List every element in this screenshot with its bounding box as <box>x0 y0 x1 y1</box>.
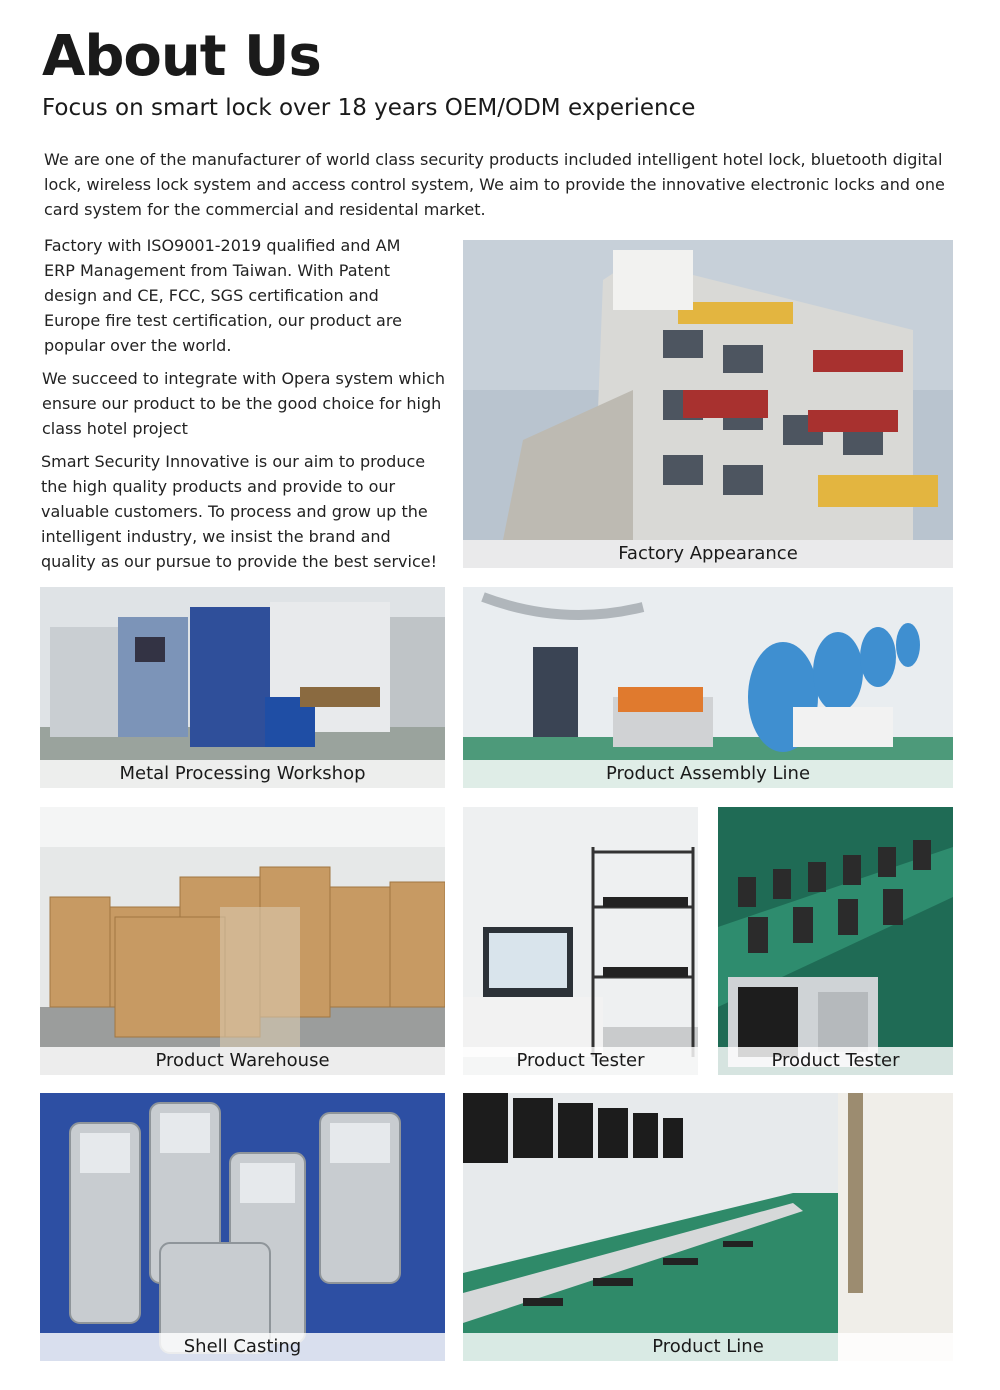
cnc-machines-image <box>40 587 445 788</box>
page-subtitle: Focus on smart lock over 18 years OEM/ODM experience <box>42 95 696 121</box>
stacked-cartons-image <box>40 807 445 1075</box>
caption-shell-casting: Shell Casting <box>40 1333 445 1361</box>
page-title: About Us <box>42 24 321 89</box>
photo-product-tester-1 <box>463 807 698 1075</box>
caption-warehouse: Product Warehouse <box>40 1047 445 1075</box>
metal-shells-image <box>40 1093 445 1361</box>
intro-paragraph: We are one of the manufacturer of world class security products included intelligent hotel lock, bluetooth digital lock, wireless lock system and access control system, We aim to provide the innovative electronic locks and one card system for the commercial and residental market. <box>44 150 945 219</box>
caption-factory-appearance: Factory Appearance <box>463 540 953 568</box>
test-station-image <box>463 807 698 1075</box>
lock-test-rack-image <box>718 807 953 1075</box>
mission-paragraph: Smart Security Innovative is our aim to produce the high quality products and provide to our valuable customers. To process and grow up the intelligent industry, we insist the brand and quality as our pursue to provide the best service! <box>41 452 438 571</box>
assembly-workers-image <box>463 587 953 788</box>
caption-product-tester-1: Product Tester <box>463 1047 698 1075</box>
caption-assembly-line: Product Assembly Line <box>463 760 953 788</box>
opera-paragraph: We succeed to integrate with Opera system which ensure our product to be the good choice for high class hotel project <box>42 369 446 438</box>
photo-factory-appearance <box>463 240 953 568</box>
photo-shell-casting <box>40 1093 445 1361</box>
photo-warehouse <box>40 807 445 1075</box>
photo-product-tester-2 <box>718 807 953 1075</box>
caption-metal-processing: Metal Processing Workshop <box>40 760 445 788</box>
factory-building-image <box>463 240 953 568</box>
caption-product-line: Product Line <box>463 1333 953 1361</box>
caption-product-tester-2: Product Tester <box>718 1047 953 1075</box>
photo-product-line <box>463 1093 953 1361</box>
certification-paragraph: Factory with ISO9001-2019 qualified and AM ERP Management from Taiwan. With Patent design and CE, FCC, SGS certification and Europe fire test certification, our product are popular over the world. <box>44 236 402 355</box>
photo-assembly-line <box>463 587 953 788</box>
photo-metal-processing <box>40 587 445 788</box>
production-line-image <box>463 1093 953 1361</box>
